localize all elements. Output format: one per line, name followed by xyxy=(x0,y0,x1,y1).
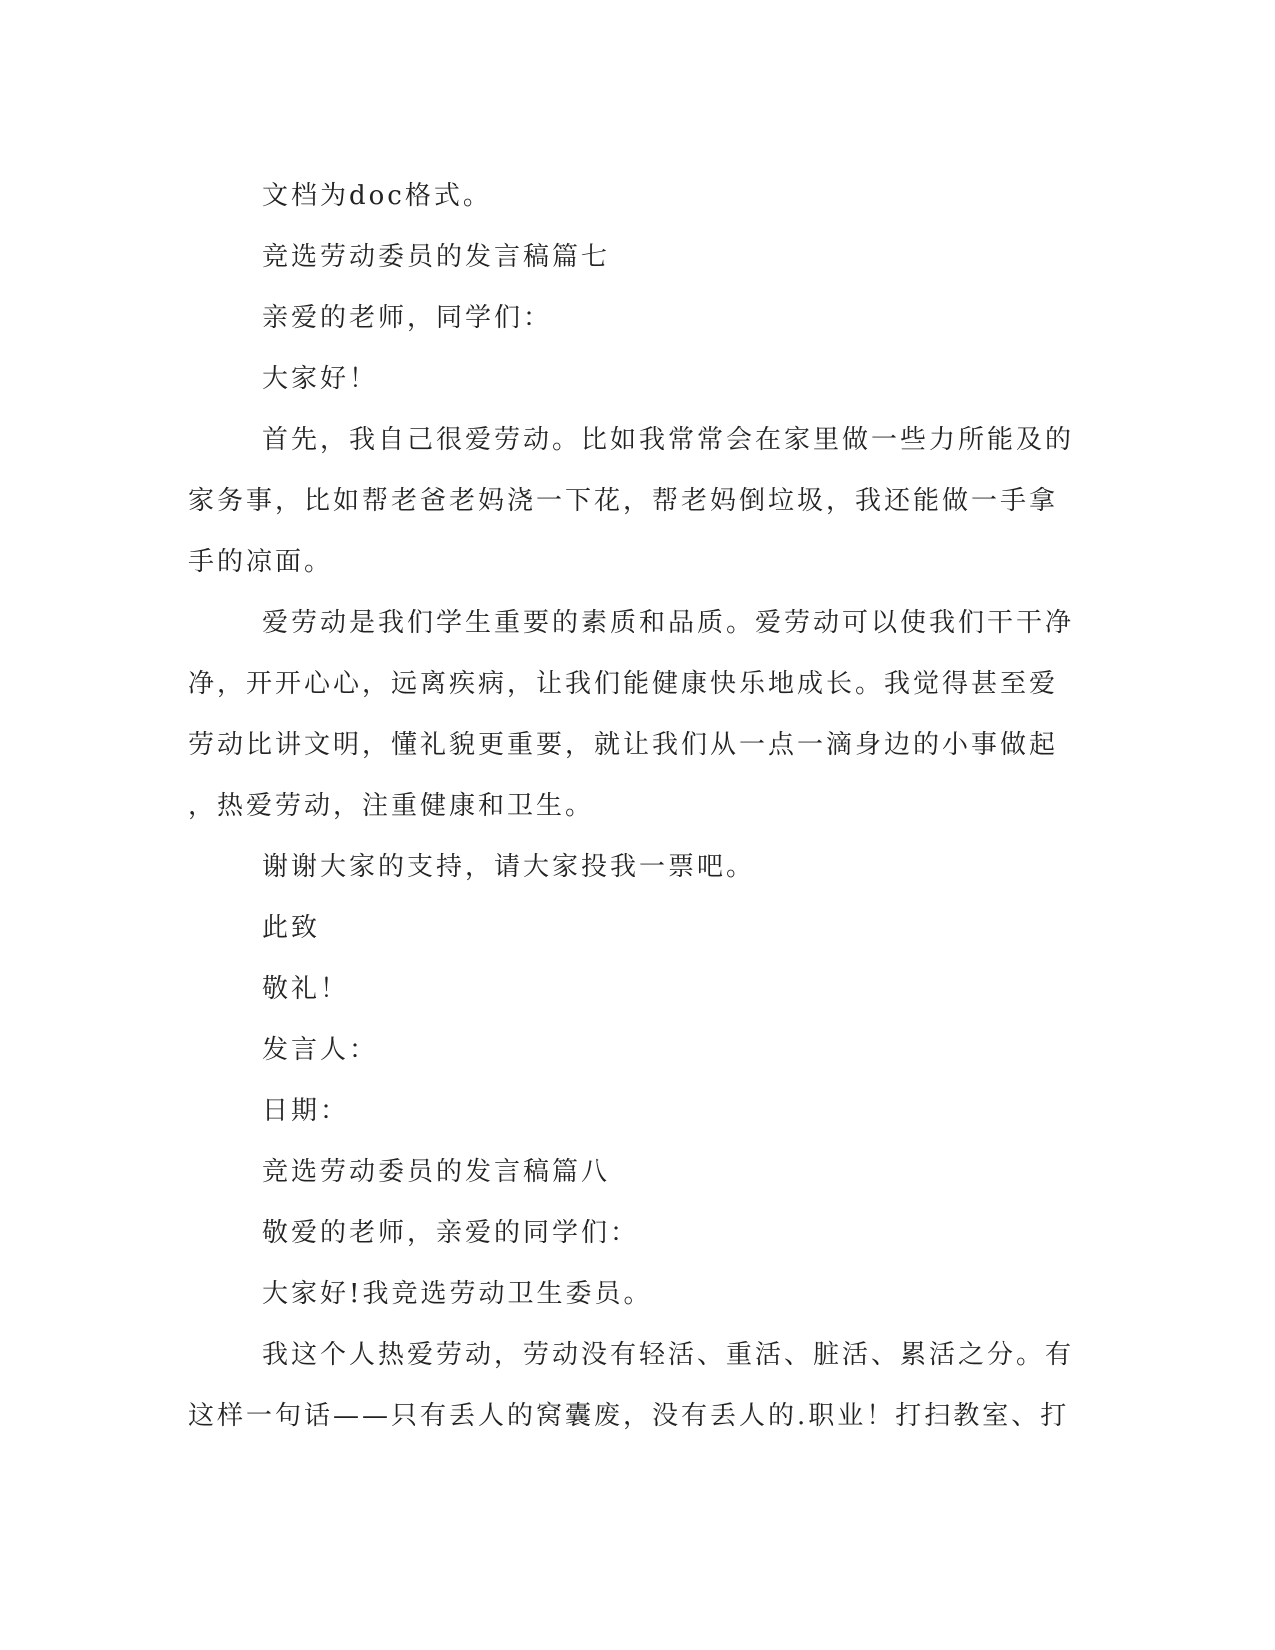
paragraph-line: 手的凉面。 xyxy=(188,547,334,577)
paragraph-line: 爱劳动是我们学生重要的素质和品质。爱劳动可以使我们干干净 xyxy=(262,608,1075,638)
paragraph-line: 文档为doc格式。 xyxy=(262,181,492,211)
salutation: 敬爱的老师，亲爱的同学们： xyxy=(262,1218,640,1248)
paragraph-line: 首先，我自己很爱劳动。比如我常常会在家里做一些力所能及的 xyxy=(262,425,1075,455)
closing-line: 敬礼！ xyxy=(262,974,350,1004)
paragraph-line: ，热爱劳动，注重健康和卫生。 xyxy=(188,791,595,821)
paragraph-line: 劳动比讲文明，懂礼貌更重要，就让我们从一点一滴身边的小事做起 xyxy=(188,730,1059,760)
section-heading: 竞选劳动委员的发言稿篇八 xyxy=(262,1157,611,1187)
paragraph-line: 这样一句话——只有丢人的窝囊废，没有丢人的.职业！打扫教室、打 xyxy=(188,1401,1070,1431)
paragraph-line: 家务事，比如帮老爸老妈浇一下花，帮老妈倒垃圾，我还能做一手拿 xyxy=(188,486,1059,516)
paragraph-line: 我这个人热爱劳动，劳动没有轻活、重活、脏活、累活之分。有 xyxy=(262,1340,1075,1370)
section-heading: 竞选劳动委员的发言稿篇七 xyxy=(262,242,611,272)
paragraph-line: 净，开开心心，远离疾病，让我们能健康快乐地成长。我觉得甚至爱 xyxy=(188,669,1059,699)
date-field: 日期： xyxy=(262,1096,350,1126)
salutation: 亲爱的老师，同学们： xyxy=(262,303,553,333)
greeting: 大家好!我竞选劳动卫生委员。 xyxy=(262,1279,653,1309)
greeting: 大家好！ xyxy=(262,364,379,394)
speaker-field: 发言人： xyxy=(262,1035,379,1065)
document-body xyxy=(188,166,1076,1447)
closing-line: 此致 xyxy=(262,913,321,943)
paragraph-line: 谢谢大家的支持，请大家投我一票吧。 xyxy=(262,852,756,882)
